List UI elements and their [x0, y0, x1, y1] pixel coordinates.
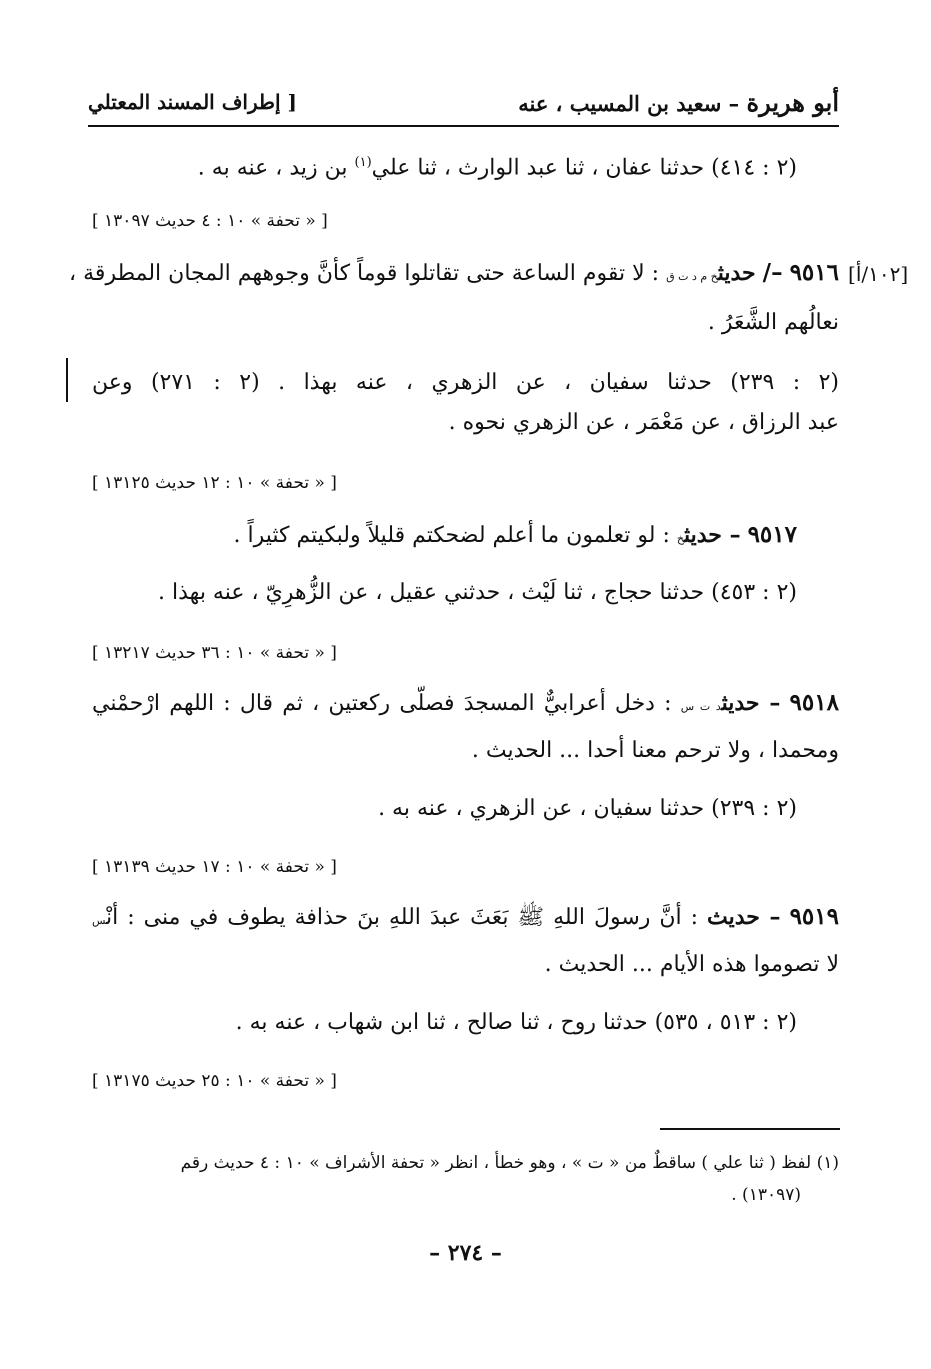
hadith-label: – حديث [721, 690, 781, 716]
hadith-text-continued: لا تصوموا هذه الأيام ... الحديث . [544, 952, 839, 977]
isnad-line: (٢ : ٤٥٣) حدثنا حجاج ، ثنا لَيْث ، حدثني عقيل ، عن الزُّهرِيّ ، عنه بهذا . [158, 580, 797, 605]
collection-symbols: د ت س [680, 700, 722, 713]
collection-symbols: س [92, 914, 107, 927]
collection-symbols: خ [676, 532, 684, 545]
tuhfa-reference: [ « تحفة » ١٠ : ١٧ حديث ١٣١٣٩ ] [92, 857, 337, 877]
isnad-line: (٢ : ٢٣٩) حدثنا سفيان ، عن الزهري ، عنه بهذا . (٢ : ٢٧١) وعن [92, 370, 839, 395]
hadith-number: ٩٥١٨ [789, 689, 839, 716]
hadith-9517 [92, 518, 797, 556]
hadith-9519 [92, 900, 839, 938]
hadith-text: : لا تقوم الساعة حتى تقاتلوا قوماً كأنَّ وجوههم المجان المطرقة ، [69, 261, 660, 286]
tuhfa-reference: [ « تحفة » ١٠ : ١٢ حديث ١٣١٢٥ ] [92, 473, 337, 493]
hadith-number: ٩٥١٦ [789, 259, 839, 286]
footnote-line-continued: (١٣٠٩٧) . [731, 1185, 801, 1205]
footnote-rule [660, 1128, 840, 1130]
hadith-text: : لو تعلمون ما أعلم لضحكتم قليلاً ولبكيتم كثيراً . [233, 523, 670, 548]
hadith-9516: ٩٥١٦ –/ حديثخ م د ت ق : لا تقوم الساعة حتى تقاتلوا قوماً كأنَّ وجوههم المجان المطرقة ، [69, 259, 839, 286]
hadith-text-continued: نعالُهم الشَّعَرُ . [707, 310, 839, 335]
running-header [88, 88, 839, 122]
isnad-line: (٢ : ٢٣٩) حدثنا سفيان ، عن الزهري ، عنه به . [378, 796, 797, 821]
hadith-text: : دخل أعرابيٌّ المسجدَ فصلّى ركعتين ، ثم قال : اللهم ارْحمْني [92, 691, 672, 716]
page-number: – ٢٧٤ – [429, 1240, 502, 1266]
footnote-line: (١) لفظ ( ثنا علي ) ساقطٌ من « ت » ، وهو خطأ ، انظر « تحفة الأشراف » ١٠ : ٤ حديث رقم [180, 1153, 839, 1173]
header-book-title: [ إطراف المسند المعتلي [88, 90, 297, 114]
collection-symbols: خ م د ت ق [666, 270, 718, 283]
hadith-label: – حديث [707, 904, 781, 930]
footnote-marker: (١) [354, 155, 372, 170]
tuhfa-reference: [ « تحفة » ١٠ : ٣٦ حديث ١٣٢١٧ ] [92, 643, 337, 663]
tuhfa-reference: [ « تحفة » ١٠ : ٤ حديث ١٣٠٩٧ ] [92, 211, 328, 231]
header-narrator: أبو هريرة [746, 88, 839, 117]
header-chain: – سعيد بن المسيب ، عنه [518, 91, 740, 116]
isnad-line-continued: عبد الرزاق ، عن مَعْمَر ، عن الزهري نحوه . [448, 410, 839, 435]
isnad-line: (٢ : ٥١٣ ، ٥٣٥) حدثنا روح ، ثنا صالح ، ثنا ابن شهاب ، عنه به . [235, 1010, 797, 1035]
hadith-text: : أنَّ رسولَ اللهِ ﷺ بَعَثَ عبدَ اللهِ بنَ حذافة يطوف في منى : أنْ [106, 905, 699, 930]
header-rule [88, 125, 839, 127]
hadith-label: حديث [717, 260, 756, 286]
hadith-text-continued: ومحمدا ، ولا ترحم معنا أحدا ... الحديث . [471, 738, 839, 763]
tuhfa-reference: [ « تحفة » ١٠ : ٢٥ حديث ١٣١٧٥ ] [92, 1071, 337, 1091]
hadith-number: ٩٥١٧ [747, 521, 797, 548]
margin-bar [66, 358, 68, 402]
isnad-line: (٢ : ٤١٤) حدثنا عفان ، ثنا عبد الوارث ، ثنا علي$^{(١)}$ بن زيد ، عنه به . [197, 155, 797, 181]
margin-folio-note: [١٠٢/أ] [848, 262, 909, 286]
hadith-number: ٩٥١٩ [789, 903, 839, 930]
header-right [518, 88, 839, 117]
hadith-label: – حديث [684, 522, 741, 548]
hadith-9518 [92, 686, 839, 724]
